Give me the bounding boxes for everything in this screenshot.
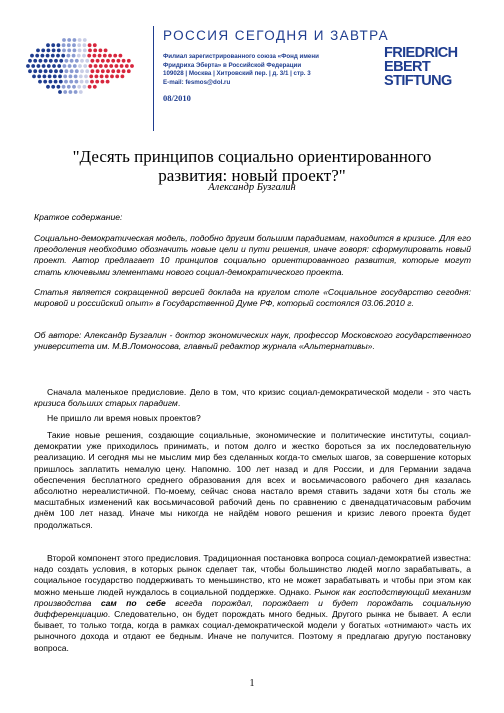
map-dot: [91, 59, 95, 63]
map-dot: [74, 90, 78, 94]
map-dot: [51, 43, 55, 47]
map-dot: [119, 54, 123, 58]
map-dot: [38, 80, 42, 84]
map-dot: [77, 43, 81, 47]
map-dot: [49, 59, 53, 63]
map-dot: [127, 69, 131, 73]
map-dot: [113, 54, 117, 58]
map-dot: [67, 54, 71, 58]
map-dot: [62, 43, 66, 47]
map-dot: [99, 49, 103, 53]
org-line: 109028 | Москва | Хитровский пер. | д. 3/1 | стр. 3: [163, 70, 311, 78]
map-dot: [83, 85, 87, 89]
summary-paragraph: Статья является сокращенной версией доклада на круглом столе «Социальное государство сегодня: мировой и российский опыт» в Государственной Думе РФ, который состоялся 03.06.2010 г.: [34, 287, 471, 309]
body-paragraph: [34, 553, 471, 654]
title-line: развития: новый проект?": [158, 166, 346, 185]
map-dot: [72, 54, 76, 58]
map-dot: [35, 54, 39, 58]
map-dot: [69, 90, 73, 94]
map-dot: [75, 69, 79, 73]
map-dot: [106, 80, 110, 84]
map-dot: [32, 75, 36, 79]
issue-number: 08/2010: [163, 93, 191, 103]
map-dot: [101, 80, 105, 84]
map-dot: [93, 49, 97, 53]
map-dot: [43, 75, 47, 79]
map-dot: [70, 69, 74, 73]
map-dot: [28, 59, 32, 63]
map-dot: [46, 54, 50, 58]
map-dot: [115, 64, 119, 68]
header-divider: [153, 26, 154, 131]
map-dot: [96, 69, 100, 73]
map-dot: [85, 59, 89, 63]
map-dot: [95, 80, 99, 84]
map-dot: [37, 64, 41, 68]
map-dot: [44, 69, 48, 73]
map-dot: [43, 80, 47, 84]
fes-logo-line: EBERT: [384, 59, 431, 75]
map-dot: [51, 54, 55, 58]
document-title: [40, 147, 464, 185]
map-dot: [67, 49, 71, 53]
map-dot: [63, 75, 67, 79]
page-number: 1: [249, 678, 255, 689]
map-dot: [52, 64, 56, 68]
map-dot: [80, 80, 84, 84]
map-dot: [88, 43, 92, 47]
map-dot: [83, 49, 87, 53]
map-dot: [39, 59, 43, 63]
text-run: Не пришло ли время новых проектов?: [47, 413, 201, 423]
map-dot: [47, 64, 51, 68]
body-paragraph: [34, 387, 471, 409]
organization-address: [163, 53, 363, 87]
map-dot: [39, 69, 43, 73]
map-dot: [56, 54, 60, 58]
map-dot: [101, 59, 105, 63]
map-dot: [75, 80, 79, 84]
map-dot: [106, 69, 110, 73]
map-dot: [53, 75, 57, 79]
org-email: E-mail: fesmos@dol.ru: [163, 78, 231, 86]
map-dot: [120, 64, 124, 68]
org-line: Фридриха Эберта» в Российской Федерации: [163, 61, 302, 69]
map-dot: [78, 38, 82, 42]
map-dot: [48, 75, 52, 79]
map-dot: [127, 59, 131, 63]
map-dot: [68, 64, 72, 68]
map-dot: [51, 85, 55, 89]
map-dot: [100, 75, 104, 79]
map-dot: [83, 64, 87, 68]
map-dot: [93, 54, 97, 58]
map-dot: [73, 38, 77, 42]
map-dot: [85, 80, 89, 84]
map-dot: [59, 69, 63, 73]
map-dot: [111, 59, 115, 63]
map-dot: [63, 64, 67, 68]
map-dot: [96, 59, 100, 63]
map-dot: [44, 59, 48, 63]
title-line: "Десять принципов социально ориентированного: [72, 147, 432, 166]
map-dot: [101, 69, 105, 73]
map-dot: [108, 54, 112, 58]
map-dot: [62, 85, 66, 89]
map-dot: [67, 38, 71, 42]
map-dot: [33, 59, 37, 63]
map-dot: [49, 69, 53, 73]
map-dot: [62, 38, 66, 42]
map-dot: [93, 85, 97, 89]
map-dot: [28, 69, 32, 73]
text-run: Второй компонент этого предисловия. Традиционная постановка вопроса социал-демократией известна: надо создать условия, в которых рынок сделает так, чтобы большинство людей могло зарабатывать, а социальное государство поддерживать то меньшинство, кто не может зарабатывать и чтобы при этом как можно меньше людей нуждалось в социальной поддержке. Однако.: [34, 553, 471, 597]
map-dot: [54, 80, 58, 84]
map-dot: [104, 49, 108, 53]
map-dot: [49, 80, 53, 84]
text-run-italic: кризиса больших старых парадигм: [34, 398, 178, 409]
map-dot: [106, 59, 110, 63]
publication-title: РОССИЯ СЕГОДНЯ И ЗАВТРА: [163, 28, 390, 43]
map-dot: [94, 64, 98, 68]
map-dot: [122, 69, 126, 73]
map-dot: [121, 75, 125, 79]
map-dot: [104, 64, 108, 68]
summary-heading: Краткое содержание:: [34, 212, 123, 222]
map-dot: [74, 75, 78, 79]
map-dot: [65, 59, 69, 63]
text-run-italic: Рынок как господствующий механизм производства: [34, 586, 472, 608]
map-dot: [99, 64, 103, 68]
summary-paragraph: Социально-демократическая модель, подобно другим большим парадигмам, находится в кризисе. Для его преодоления необходимо обозначить новые цели и пути решения, иначе говоря: сформулировать новый проект. Автор предлагает 10 принципов социально ориентированного развития, которые могут стать ключевыми элементами нового социал-демократического проекта.: [34, 233, 471, 277]
map-dot: [46, 43, 50, 47]
map-dot: [117, 59, 121, 63]
fes-logo-line: STIFTUNG: [384, 73, 452, 89]
map-dot: [91, 69, 95, 73]
map-dot: [52, 49, 56, 53]
map-dot: [58, 90, 62, 94]
map-dot: [64, 80, 68, 84]
map-dot: [61, 54, 65, 58]
map-dot: [62, 49, 66, 53]
map-dot: [65, 69, 69, 73]
map-dot: [67, 43, 71, 47]
map-dot: [83, 38, 87, 42]
document-author: Александр Бузгалин: [208, 182, 296, 193]
map-dot: [110, 75, 114, 79]
map-dot: [83, 43, 87, 47]
map-dot: [89, 64, 93, 68]
map-dot: [109, 64, 113, 68]
map-dot: [93, 43, 97, 47]
map-dot: [117, 69, 121, 73]
map-dot: [58, 75, 62, 79]
map-dot: [57, 85, 61, 89]
map-dot: [36, 49, 40, 53]
map-dot: [41, 54, 45, 58]
fes-logo-line: FRIEDRICH: [384, 45, 458, 61]
map-dot: [80, 69, 84, 73]
map-dot: [67, 85, 71, 89]
map-dot: [57, 43, 61, 47]
text-run-italic: всегда порождал, порождает и будет порождать социальную дифференциацию: [34, 597, 471, 620]
map-dot: [57, 49, 61, 53]
map-dot: [37, 75, 41, 79]
map-dot: [42, 64, 46, 68]
text-run: .: [177, 398, 181, 409]
map-dot: [77, 85, 81, 89]
text-run: Такие новые решения, создающие социальные, экономические и политические институты, социал-демократии уже приходилось принимать, и потом долго и жестко бороться за их последовательную реализацию. И сегодня мы не мыслим мир без сделанных когда-то смелых шагов, за совершение которых пришлось заплатить немалую цену. Напомню. 100 лет назад и для России, и для Германии задача обеспечения бесплатного среднего образования для всех и восьмичасового рабочего дня казалась абсолютно нереалистичной. По-моему, сейчас снова настало время ставить задачи хотя бы столь же масштабных изменений как восьмичасовой рабочий день по сравнению с двенадцатичасовым рабочим днём 100 лет назад. Иначе мы никогда не найдём нового решения и кризис левого проекта будет продолжаться.: [34, 430, 471, 530]
map-dot: [75, 59, 79, 63]
map-dot: [78, 49, 82, 53]
map-dot: [105, 75, 109, 79]
map-dot: [72, 85, 76, 89]
map-dot: [41, 49, 45, 53]
map-dot: [69, 80, 73, 84]
map-dot: [78, 64, 82, 68]
russia-map-logo-icon: [26, 32, 144, 100]
map-dot: [70, 59, 74, 63]
map-dot: [88, 85, 92, 89]
org-line: Филиал зарегистрированного союза «Фонд имени: [163, 53, 319, 60]
map-dot: [69, 75, 73, 79]
text-run: . Следовательно, он будет порождать много бедных. Другого рынка не бывает. А если бывает, то только тогда, когда в рамках социал-демократической модели у богатых «отнимают» часть их рыночного дохода и отдают ее бедным. Иначе не получится. Поэтому я предлагаю другую постановку вопроса.: [34, 609, 471, 653]
body-paragraph: [34, 430, 471, 531]
map-dot: [90, 80, 94, 84]
map-dot: [30, 54, 34, 58]
map-dot: [59, 59, 63, 63]
map-dot: [98, 54, 102, 58]
map-dot: [31, 64, 35, 68]
map-dot: [82, 54, 86, 58]
body-question: [34, 413, 471, 424]
map-dot: [84, 75, 88, 79]
map-dot: [33, 69, 37, 73]
map-dot: [95, 75, 99, 79]
map-dot: [77, 54, 81, 58]
map-dot: [122, 59, 126, 63]
map-dot: [111, 69, 115, 73]
map-dot: [80, 59, 84, 63]
fes-logo: [384, 46, 458, 88]
text-run: Сначала маленькое предисловие. Дело в том, что кризис социал-демократической модели - это часть: [47, 387, 471, 397]
map-dot: [72, 43, 76, 47]
map-dot: [46, 85, 50, 89]
map-dot: [47, 49, 51, 53]
map-dot: [54, 59, 58, 63]
map-dot: [130, 64, 134, 68]
map-dot: [57, 64, 61, 68]
map-dot: [73, 64, 77, 68]
map-dot: [125, 64, 129, 68]
map-dot: [87, 54, 91, 58]
map-dot: [89, 75, 93, 79]
map-dot: [103, 54, 107, 58]
map-dot: [85, 69, 89, 73]
map-dot: [63, 90, 67, 94]
map-dot: [79, 75, 83, 79]
text-run-bold-italic: сам по себе: [100, 597, 166, 608]
map-dot: [59, 80, 63, 84]
map-dot: [73, 49, 77, 53]
about-author: Об авторе: Александр Бузгалин - доктор экономических наук, профессор Московского государственного университета им. М.В.Ломоносова, главный редактор журнала «Альтернативы».: [34, 330, 471, 352]
map-dot: [54, 69, 58, 73]
map-dot: [79, 90, 83, 94]
map-dot: [88, 49, 92, 53]
map-dot: [115, 75, 119, 79]
map-dot: [26, 64, 30, 68]
